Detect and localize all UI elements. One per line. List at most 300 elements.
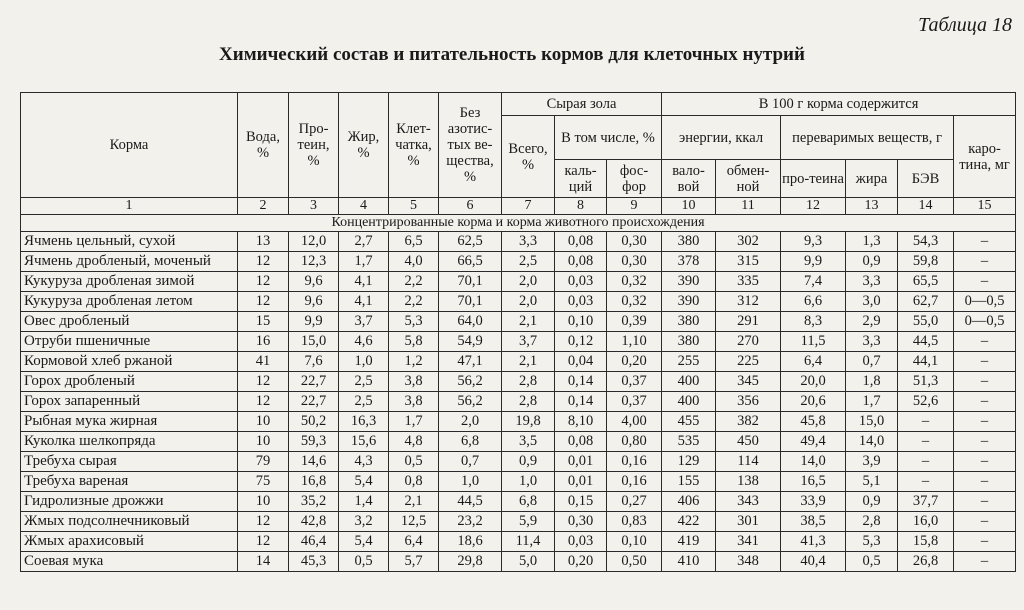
value-cell: 0,14	[555, 392, 607, 412]
value-cell: 0,37	[607, 372, 662, 392]
value-cell: 7,4	[781, 272, 846, 292]
feed-name-cell: Горох запаренный	[21, 392, 238, 412]
value-cell: 6,8	[439, 432, 502, 452]
value-cell: 0,08	[555, 252, 607, 272]
value-cell: 42,8	[289, 512, 339, 532]
value-cell: 0,08	[555, 232, 607, 252]
value-cell: 12	[238, 272, 289, 292]
value-cell: 6,4	[389, 532, 439, 552]
value-cell: 15	[238, 312, 289, 332]
header-kalciy: каль-ций	[555, 160, 607, 198]
value-cell: 14,0	[781, 452, 846, 472]
value-cell: 380	[662, 232, 716, 252]
column-number: 4	[339, 198, 389, 215]
value-cell: 2,8	[846, 512, 898, 532]
table-row	[21, 532, 1016, 552]
value-cell: 56,2	[439, 372, 502, 392]
value-cell: 0,15	[555, 492, 607, 512]
value-cell: 400	[662, 392, 716, 412]
header-kletchatka: Клет-чатка, %	[389, 93, 439, 198]
value-cell: 49,4	[781, 432, 846, 452]
value-cell: 0,7	[439, 452, 502, 472]
feed-name-cell: Овес дробленый	[21, 312, 238, 332]
value-cell: 1,2	[389, 352, 439, 372]
value-cell: 0,16	[607, 472, 662, 492]
value-cell: 65,5	[898, 272, 954, 292]
value-cell: 40,4	[781, 552, 846, 572]
value-cell: 129	[662, 452, 716, 472]
value-cell: –	[954, 232, 1016, 252]
value-cell: 1,0	[439, 472, 502, 492]
value-cell: 5,8	[389, 332, 439, 352]
value-cell: 16	[238, 332, 289, 352]
value-cell: 5,9	[502, 512, 555, 532]
value-cell: 341	[716, 532, 781, 552]
value-cell: 291	[716, 312, 781, 332]
value-cell: 35,2	[289, 492, 339, 512]
value-cell: 3,8	[389, 372, 439, 392]
value-cell: 356	[716, 392, 781, 412]
header-bez-azot: Без азотис-тых ве-щества, %	[439, 93, 502, 198]
value-cell: 44,5	[898, 332, 954, 352]
value-cell: 15,0	[846, 412, 898, 432]
value-cell: 335	[716, 272, 781, 292]
header-bev: БЭВ	[898, 160, 954, 198]
feed-name-cell: Ячмень дробленый, моченый	[21, 252, 238, 272]
value-cell: 114	[716, 452, 781, 472]
value-cell: 1,4	[339, 492, 389, 512]
table-header	[21, 93, 1016, 215]
value-cell: 3,3	[502, 232, 555, 252]
value-cell: 46,4	[289, 532, 339, 552]
value-cell: 0,39	[607, 312, 662, 332]
value-cell: 3,0	[846, 292, 898, 312]
value-cell: 0,20	[555, 552, 607, 572]
value-cell: 315	[716, 252, 781, 272]
value-cell: –	[954, 552, 1016, 572]
value-cell: 4,8	[389, 432, 439, 452]
header-perevarimyh: переваримых веществ, г	[781, 116, 954, 160]
value-cell: –	[954, 412, 1016, 432]
table-row	[21, 512, 1016, 532]
table-label: Таблица 18	[918, 14, 1012, 36]
table-row	[21, 272, 1016, 292]
header-proteina: про-теина	[781, 160, 846, 198]
value-cell: 406	[662, 492, 716, 512]
value-cell: 2,5	[339, 372, 389, 392]
feed-name-cell: Гидролизные дрожжи	[21, 492, 238, 512]
value-cell: 54,3	[898, 232, 954, 252]
header-syraya-zola: Сырая зола	[502, 93, 662, 116]
feed-name-cell: Жмых подсолнечниковый	[21, 512, 238, 532]
table-row	[21, 432, 1016, 452]
value-cell: 6,5	[389, 232, 439, 252]
value-cell: 302	[716, 232, 781, 252]
value-cell: 44,5	[439, 492, 502, 512]
value-cell: 0—0,5	[954, 292, 1016, 312]
value-cell: 9,6	[289, 272, 339, 292]
column-number: 5	[389, 198, 439, 215]
value-cell: 29,8	[439, 552, 502, 572]
value-cell: 5,7	[389, 552, 439, 572]
value-cell: 6,8	[502, 492, 555, 512]
feed-name-cell: Горох дробленый	[21, 372, 238, 392]
value-cell: 1,8	[846, 372, 898, 392]
value-cell: 1,7	[339, 252, 389, 272]
value-cell: 14,6	[289, 452, 339, 472]
value-cell: 5,1	[846, 472, 898, 492]
value-cell: 50,2	[289, 412, 339, 432]
value-cell: 138	[716, 472, 781, 492]
value-cell: 0,30	[607, 232, 662, 252]
value-cell: 16,8	[289, 472, 339, 492]
value-cell: 13	[238, 232, 289, 252]
value-cell: –	[954, 332, 1016, 352]
value-cell: 0,10	[555, 312, 607, 332]
value-cell: 26,8	[898, 552, 954, 572]
value-cell: 41,3	[781, 532, 846, 552]
value-cell: 14,0	[846, 432, 898, 452]
column-number: 13	[846, 198, 898, 215]
header-voda: Вода, %	[238, 93, 289, 198]
value-cell: 37,7	[898, 492, 954, 512]
column-number: 15	[954, 198, 1016, 215]
value-cell: 3,7	[339, 312, 389, 332]
value-cell: 3,3	[846, 332, 898, 352]
value-cell: 3,3	[846, 272, 898, 292]
value-cell: 345	[716, 372, 781, 392]
value-cell: 0,03	[555, 532, 607, 552]
value-cell: 12	[238, 392, 289, 412]
value-cell: 45,3	[289, 552, 339, 572]
value-cell: 44,1	[898, 352, 954, 372]
value-cell: 390	[662, 292, 716, 312]
value-cell: –	[898, 412, 954, 432]
value-cell: 0,10	[607, 532, 662, 552]
value-cell: 0,7	[846, 352, 898, 372]
value-cell: 3,9	[846, 452, 898, 472]
value-cell: 62,5	[439, 232, 502, 252]
value-cell: 2,2	[389, 292, 439, 312]
value-cell: –	[954, 472, 1016, 492]
value-cell: 0,9	[846, 252, 898, 272]
column-number: 14	[898, 198, 954, 215]
value-cell: –	[954, 392, 1016, 412]
value-cell: 535	[662, 432, 716, 452]
value-cell: 0,27	[607, 492, 662, 512]
value-cell: 12	[238, 252, 289, 272]
header-obmennoy: обмен-ной	[716, 160, 781, 198]
table-row	[21, 452, 1016, 472]
value-cell: 9,6	[289, 292, 339, 312]
value-cell: –	[954, 352, 1016, 372]
value-cell: 0,37	[607, 392, 662, 412]
value-cell: 33,9	[781, 492, 846, 512]
value-cell: –	[954, 452, 1016, 472]
value-cell: 16,3	[339, 412, 389, 432]
value-cell: –	[898, 452, 954, 472]
value-cell: 15,8	[898, 532, 954, 552]
feed-name-cell: Требуха вареная	[21, 472, 238, 492]
header-v-100g: В 100 г корма содержится	[662, 93, 1016, 116]
value-cell: 52,6	[898, 392, 954, 412]
value-cell: 0,16	[607, 452, 662, 472]
value-cell: –	[954, 252, 1016, 272]
value-cell: –	[954, 512, 1016, 532]
value-cell: 4,1	[339, 292, 389, 312]
value-cell: 7,6	[289, 352, 339, 372]
value-cell: 2,8	[502, 372, 555, 392]
value-cell: 59,8	[898, 252, 954, 272]
value-cell: 6,6	[781, 292, 846, 312]
value-cell: 20,0	[781, 372, 846, 392]
value-cell: 16,5	[781, 472, 846, 492]
value-cell: 450	[716, 432, 781, 452]
value-cell: 2,1	[502, 312, 555, 332]
value-cell: 343	[716, 492, 781, 512]
value-cell: 55,0	[898, 312, 954, 332]
value-cell: 3,7	[502, 332, 555, 352]
value-cell: 62,7	[898, 292, 954, 312]
table-row	[21, 372, 1016, 392]
value-cell: 2,0	[502, 272, 555, 292]
value-cell: 9,9	[781, 252, 846, 272]
value-cell: 2,0	[502, 292, 555, 312]
value-cell: 4,00	[607, 412, 662, 432]
table-row	[21, 472, 1016, 492]
table-title: Химический состав и питательность кормов для клеточных нутрий	[219, 44, 805, 65]
feed-name-cell: Требуха сырая	[21, 452, 238, 472]
table-row	[21, 392, 1016, 412]
value-cell: 22,7	[289, 372, 339, 392]
header-korma: Корма	[21, 93, 238, 198]
value-cell: 0,30	[607, 252, 662, 272]
value-cell: 47,1	[439, 352, 502, 372]
value-cell: 20,6	[781, 392, 846, 412]
value-cell: 0,08	[555, 432, 607, 452]
value-cell: 8,10	[555, 412, 607, 432]
value-cell: 22,7	[289, 392, 339, 412]
value-cell: 0,5	[339, 552, 389, 572]
column-number: 3	[289, 198, 339, 215]
value-cell: 0—0,5	[954, 312, 1016, 332]
value-cell: 70,1	[439, 272, 502, 292]
column-number: 2	[238, 198, 289, 215]
value-cell: 51,3	[898, 372, 954, 392]
value-cell: 0,03	[555, 292, 607, 312]
feed-name-cell: Жмых арахисовый	[21, 532, 238, 552]
feed-name-cell: Кукуруза дробленая летом	[21, 292, 238, 312]
header-zhira: жира	[846, 160, 898, 198]
table-row	[21, 352, 1016, 372]
value-cell: 0,50	[607, 552, 662, 572]
value-cell: 410	[662, 552, 716, 572]
value-cell: 12	[238, 292, 289, 312]
header-fosfor: фос-фор	[607, 160, 662, 198]
value-cell: 1,10	[607, 332, 662, 352]
value-cell: 422	[662, 512, 716, 532]
value-cell: 0,32	[607, 292, 662, 312]
feed-name-cell: Соевая мука	[21, 552, 238, 572]
value-cell: 70,1	[439, 292, 502, 312]
value-cell: 64,0	[439, 312, 502, 332]
value-cell: 380	[662, 332, 716, 352]
value-cell: 2,1	[389, 492, 439, 512]
table-row	[21, 552, 1016, 572]
value-cell: 12,5	[389, 512, 439, 532]
table-row	[21, 492, 1016, 512]
value-cell: 5,4	[339, 532, 389, 552]
value-cell: 2,1	[502, 352, 555, 372]
value-cell: 66,5	[439, 252, 502, 272]
value-cell: 75	[238, 472, 289, 492]
value-cell: 23,2	[439, 512, 502, 532]
value-cell: 5,4	[339, 472, 389, 492]
value-cell: 45,8	[781, 412, 846, 432]
value-cell: 9,9	[289, 312, 339, 332]
section-row	[21, 215, 1016, 232]
value-cell: 2,9	[846, 312, 898, 332]
value-cell: 59,3	[289, 432, 339, 452]
feed-name-cell: Кукуруза дробленая зимой	[21, 272, 238, 292]
value-cell: 14	[238, 552, 289, 572]
value-cell: 12,3	[289, 252, 339, 272]
value-cell: –	[954, 532, 1016, 552]
value-cell: 10	[238, 412, 289, 432]
value-cell: 4,6	[339, 332, 389, 352]
value-cell: 1,0	[502, 472, 555, 492]
value-cell: 12	[238, 532, 289, 552]
column-number: 9	[607, 198, 662, 215]
value-cell: 1,3	[846, 232, 898, 252]
value-cell: –	[954, 432, 1016, 452]
feed-name-cell: Отруби пшеничные	[21, 332, 238, 352]
table-row	[21, 412, 1016, 432]
table-row	[21, 252, 1016, 272]
value-cell: 2,5	[339, 392, 389, 412]
value-cell: 380	[662, 312, 716, 332]
value-cell: –	[954, 272, 1016, 292]
value-cell: 12	[238, 372, 289, 392]
feed-name-cell: Рыбная мука жирная	[21, 412, 238, 432]
column-number: 10	[662, 198, 716, 215]
value-cell: 3,5	[502, 432, 555, 452]
value-cell: 0,32	[607, 272, 662, 292]
value-cell: 0,03	[555, 272, 607, 292]
value-cell: 0,04	[555, 352, 607, 372]
value-cell: 9,3	[781, 232, 846, 252]
table-row	[21, 332, 1016, 352]
value-cell: 54,9	[439, 332, 502, 352]
header-vsego: Всего, %	[502, 116, 555, 198]
value-cell: 2,0	[439, 412, 502, 432]
value-cell: 378	[662, 252, 716, 272]
value-cell: 4,3	[339, 452, 389, 472]
value-cell: 270	[716, 332, 781, 352]
feed-name-cell: Куколка шелкопряда	[21, 432, 238, 452]
value-cell: 6,4	[781, 352, 846, 372]
value-cell: 0,5	[846, 552, 898, 572]
value-cell: 255	[662, 352, 716, 372]
column-numbers-row	[21, 198, 1016, 215]
column-number: 1	[21, 198, 238, 215]
feed-composition-table	[20, 92, 1016, 572]
header-valovoy: вало-вой	[662, 160, 716, 198]
value-cell: 38,5	[781, 512, 846, 532]
value-cell: 11,5	[781, 332, 846, 352]
value-cell: 400	[662, 372, 716, 392]
value-cell: 390	[662, 272, 716, 292]
value-cell: 5,3	[846, 532, 898, 552]
column-number: 6	[439, 198, 502, 215]
value-cell: 1,7	[389, 412, 439, 432]
value-cell: 2,7	[339, 232, 389, 252]
value-cell: 5,3	[389, 312, 439, 332]
value-cell: 455	[662, 412, 716, 432]
value-cell: –	[898, 432, 954, 452]
value-cell: 1,0	[339, 352, 389, 372]
value-cell: 16,0	[898, 512, 954, 532]
value-cell: 10	[238, 492, 289, 512]
header-zhir: Жир, %	[339, 93, 389, 198]
value-cell: 155	[662, 472, 716, 492]
value-cell: 312	[716, 292, 781, 312]
value-cell: 5,0	[502, 552, 555, 572]
value-cell: 0,9	[502, 452, 555, 472]
value-cell: 348	[716, 552, 781, 572]
table-row	[21, 292, 1016, 312]
value-cell: 0,80	[607, 432, 662, 452]
value-cell: 301	[716, 512, 781, 532]
value-cell: 225	[716, 352, 781, 372]
value-cell: 11,4	[502, 532, 555, 552]
value-cell: –	[954, 372, 1016, 392]
table-row	[21, 232, 1016, 252]
value-cell: 382	[716, 412, 781, 432]
value-cell: 12	[238, 512, 289, 532]
value-cell: 10	[238, 432, 289, 452]
value-cell: 4,0	[389, 252, 439, 272]
column-number: 11	[716, 198, 781, 215]
value-cell: 0,12	[555, 332, 607, 352]
value-cell: 0,8	[389, 472, 439, 492]
table-body	[21, 215, 1016, 572]
value-cell: 0,83	[607, 512, 662, 532]
value-cell: 3,2	[339, 512, 389, 532]
feed-name-cell: Ячмень цельный, сухой	[21, 232, 238, 252]
value-cell: 56,2	[439, 392, 502, 412]
value-cell: 2,8	[502, 392, 555, 412]
column-number: 8	[555, 198, 607, 215]
value-cell: 0,9	[846, 492, 898, 512]
value-cell: –	[954, 492, 1016, 512]
header-karotina: каро-тина, мг	[954, 116, 1016, 198]
value-cell: 79	[238, 452, 289, 472]
value-cell: 419	[662, 532, 716, 552]
table-row	[21, 312, 1016, 332]
feed-name-cell: Кормовой хлеб ржаной	[21, 352, 238, 372]
value-cell: 2,5	[502, 252, 555, 272]
header-energii: энергии, ккал	[662, 116, 781, 160]
header-protein: Про-теин, %	[289, 93, 339, 198]
column-number: 12	[781, 198, 846, 215]
value-cell: 0,20	[607, 352, 662, 372]
value-cell: 8,3	[781, 312, 846, 332]
value-cell: 19,8	[502, 412, 555, 432]
value-cell: 18,6	[439, 532, 502, 552]
value-cell: 0,01	[555, 452, 607, 472]
value-cell: 0,30	[555, 512, 607, 532]
